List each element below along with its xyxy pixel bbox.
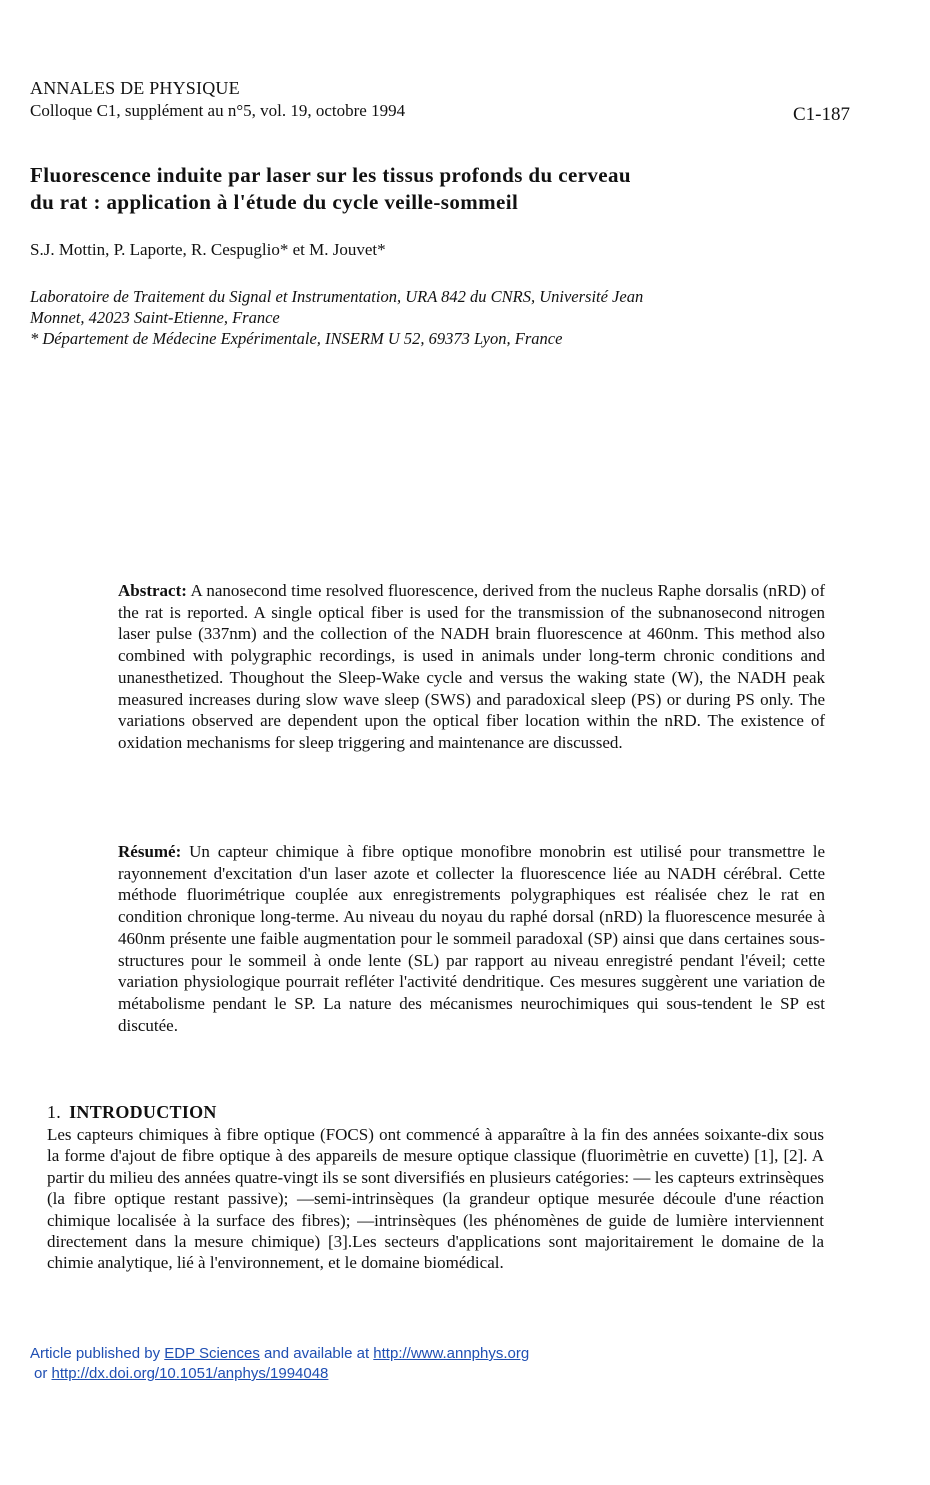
resume-label: Résumé: [118, 842, 182, 861]
issue-info: Colloque C1, supplément au n°5, vol. 19, octobre 1994 [30, 101, 406, 120]
section-heading-introduction [47, 1101, 217, 1123]
affiliations [30, 286, 850, 349]
doi-link[interactable]: http://dx.doi.org/10.1051/anphys/1994048 [51, 1365, 329, 1382]
footer-line-2 [30, 1364, 529, 1384]
site-link[interactable]: http://www.annphys.org [373, 1345, 530, 1362]
paper-title [30, 162, 810, 216]
introduction-paragraph: Les capteurs chimiques à fibre optique (FOCS) ont commencé à apparaître à la fin des années soixante-dix sous la forme d'ajout de fibre optique à des appareils de mesure optique classique (fluorimètrie en cuvette) [1], [2]. A partir du milieu des années quatre-vingt ils se sont diversifiés en plusieurs catégories: — les capteurs extrinsèques (la fibre optique restant passive); —semi-intrinsèques (la grandeur optique mesurée découle d'une réaction chimique localisée à la surface des fibres); —intrinsèques (les phénomènes de guide de lumière interviennent directement dans la mesure chimique) [3].Les secteurs d'applications sont majoritairement le domaine de la chimie analytique, lié à l'environnement, et le domaine biomédical. [47, 1125, 824, 1273]
section-title: INTRODUCTION [69, 1102, 217, 1122]
journal-name: ANNALES DE PHYSIQUE [30, 78, 240, 98]
abstract [118, 580, 825, 754]
footer-prefix: Article published by [30, 1345, 161, 1362]
title-line-2: du rat : application à l'étude du cycle veille-sommeil [30, 190, 519, 214]
footer-middle: and available at [264, 1345, 370, 1362]
abstract-text: A nanosecond time resolved fluorescence, derived from the nucleus Raphe dorsalis (nRD) of the rat is reported. A single optical fiber is used for the transmission of the subnanosecond nitrogen laser pulse (337nm) and the collection of the NADH brain fluorescence at 460nm. This method also combined with polygraphic recordings, is used in animals under long-term chronic conditions and unanesthetized. Thoughout the Sleep-Wake cycle and versus the waking state (W), the NADH peak measured increases during slow wave sleep (SWS) and paradoxical sleep (PS) or during PS only. The variations observed are dependent upon the optical fiber location within the nRD. The existence of oxidation mechanisms for sleep triggering and maintenance are discussed. [118, 581, 825, 752]
footer-line-1 [30, 1344, 529, 1364]
affiliation-line-1: Laboratoire de Traitement du Signal et Instrumentation, URA 842 du CNRS, Université Jean [30, 287, 644, 306]
publication-footer [30, 1344, 529, 1384]
resume [118, 841, 825, 1036]
authors: S.J. Mottin, P. Laporte, R. Cespuglio* et M. Jouvet* [30, 240, 386, 259]
page-number: C1-187 [793, 104, 850, 125]
footer-or: or [34, 1365, 48, 1382]
section-number: 1. [47, 1102, 62, 1122]
affiliation-line-3: * Département de Médecine Expérimentale, INSERM U 52, 69373 Lyon, France [30, 329, 563, 348]
title-line-1: Fluorescence induite par laser sur les tissus profonds du cerveau [30, 163, 632, 187]
abstract-paragraph [118, 580, 825, 754]
resume-text: Un capteur chimique à fibre optique monofibre monobrin est utilisé pour transmettre le rayonnement d'excitation d'un laser azote et collecter la fluorescence liée au NADH cérébral. Cette méthode fluorimétrique couplée aux enregistrements polygraphiques est réalisée chez le rat en condition chronique long-terme. Au niveau du noyau du raphé dorsal (nRD) la fluorescence mesurée à 460nm présente une faible augmentation pour le sommeil paradoxal (SP) ainsi que dans certaines sous-structures pour le sommeil à onde lente (SL) par rapport au niveau enregistré pendant l'éveil; cette variation physiologique pourrait refléter l'activité dendritique. Ces mesures suggèrent une variation de métabolisme pendant le SP. La nature des mécanismes neurochimiques qui sous-tendent le SP est discutée. [118, 842, 826, 1035]
abstract-label: Abstract: [118, 581, 187, 600]
publisher-link[interactable]: EDP Sciences [164, 1345, 260, 1362]
affiliation-line-2: Monnet, 42023 Saint-Etienne, France [30, 308, 280, 327]
resume-paragraph [118, 841, 825, 1036]
